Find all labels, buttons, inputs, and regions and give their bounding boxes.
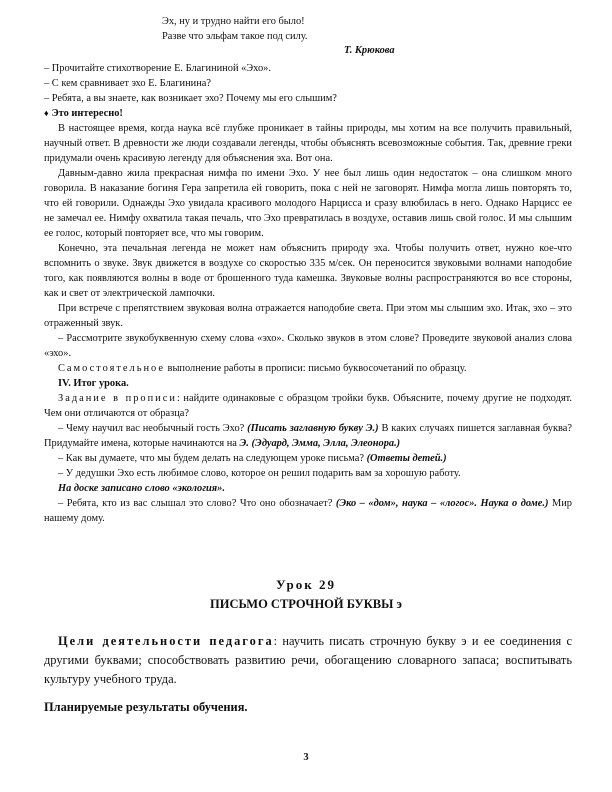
lesson-title: ПИСЬМО СТРОЧНОЙ БУКВЫ э [210, 597, 402, 611]
goals-paragraph: Цели деятельности педагога: научить писать строчную букву э и ее соединения с другими буквами; способствовать развитию речи, обогащению словарного запаса; воспитывать культуру учебного труда. [44, 634, 572, 686]
question: – С кем сравнивает эхо Е. Благинина? [44, 78, 212, 89]
question: – У дедушки Эхо есть любимое слово, которое он решил подарить вам за хорошую работу. [58, 468, 461, 479]
paragraph: – Рассмотрите звукобуквенную схему слова «эхо». Сколько звуков в этом слове? Проведите звуковой анализ слова «эхо». [44, 333, 572, 359]
question: – Чему научил вас необычный гость Эхо? (Писать заглавную букву Э.) В каких случаях пишется заглавная буква? Придумайте имена, которые начинаются на Э. (Эдуард, Эмма, Элла, Элеонора.) [44, 423, 572, 449]
poem-author: Т. Крюкова [344, 45, 395, 56]
paragraph: Конечно, эта печальная легенда не может нам объяснить природу эха. Чтобы получить ответ, нужно кое-что вспомнить о звуке. Звук движется в воздухе со скоростью 335 м/сек. Он переносится звуковыми волнами наподобие того, как появляются волны в воде от брошенного туда камешка. Звуковые волны распространяются во все стороны, как и свет от электрической лампочки. [44, 243, 572, 299]
section-heading: IV. Итог урока. [58, 378, 129, 389]
question: – Прочитайте стихотворение Е. Благининой «Эхо». [44, 63, 271, 74]
poem-line: Эх, ну и трудно найти его было! [162, 16, 305, 27]
lesson-body [44, 61, 572, 526]
paragraph: Самостоятельное выполнение работы в прописи: письмо буквосочетаний по образцу. [58, 363, 467, 374]
poem-excerpt [162, 14, 307, 44]
lesson-number: Урок 29 [276, 577, 336, 592]
paragraph: В настоящее время, когда наука всё глубже проникает в тайны природы, мы хотим на все получить правильный, научный ответ. В древности же люди создавали легенды, чтобы объяснять всевозможные события. Так, древние греки придумали очень красивую легенду для объяснения эха. Вот она. [44, 123, 572, 164]
interesting-heading: ♦ Это интересно! [44, 108, 123, 119]
paragraph: Задание в прописи: найдите одинаковые с образцом тройки букв. Объясните, почему другие не подходят. Чем они отличаются от образца? [44, 393, 572, 419]
paragraph: При встрече с препятствием звуковая волна отражается наподобие света. При этом мы слышим эхо. Итак, эхо – это отраженный звук. [44, 303, 572, 329]
poem-line: Разве что эльфам такое под силу. [162, 31, 308, 42]
board-note: На доске записано слово «экология». [58, 483, 225, 494]
goals-section [44, 632, 572, 689]
diamond-icon: ♦ [44, 108, 49, 118]
question: – Ребята, а вы знаете, как возникает эхо? Почему мы его слышим? [44, 93, 337, 104]
results-heading: Планируемые результаты обучения. [44, 700, 248, 714]
question: – Ребята, кто из вас слышал это слово? Что оно обозначает? (Эко – «дом», наука – «логос». Наука о доме.) Мир нашему дому. [44, 498, 573, 524]
page-number: 3 [303, 752, 309, 763]
paragraph: Давным-давно жила прекрасная нимфа по имени Эхо. У нее был лишь один недостаток – она слишком много говорила. В наказание богиня Гера запретила ей говорить, пока с ней не заговорят. Нимфа могла лишь повторять то, что ей говорили. Однажды Эхо увидала красивого молодого Нарцисса и сразу влюбилась в него. Однако Нарцисс ее не замечал ее. Нимфу охватила такая печаль, что Эхо превратилась в воздухе, оставив лишь свой голос. И мы слышим ее голос, который повторяет все, что мы говорим. [44, 168, 572, 239]
question: – Как вы думаете, что мы будем делать на следующем уроке письма? (Ответы детей.) [58, 453, 447, 464]
